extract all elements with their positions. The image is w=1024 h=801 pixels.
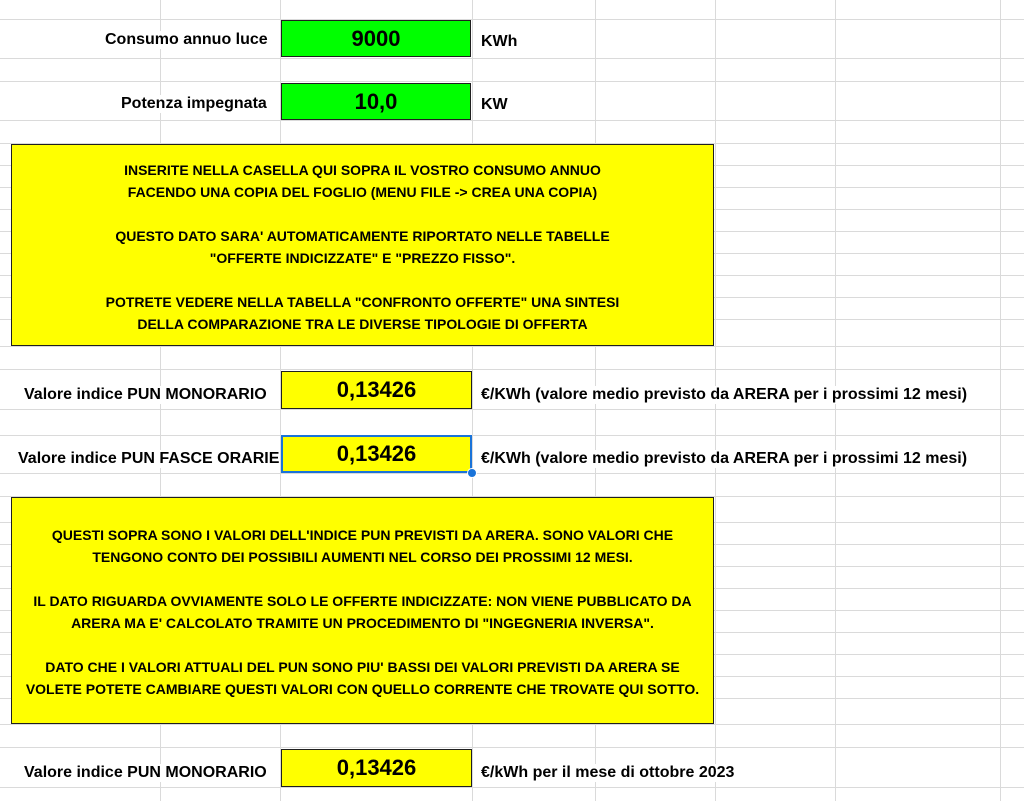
- note-line: QUESTO DATO SARA' AUTOMATICAMENTE RIPORTATO NELLE TABELLE: [115, 228, 610, 244]
- pun-fasce-value-cell[interactable]: 0,13426: [281, 435, 472, 473]
- note-line: TENGONO CONTO DEI POSSIBILI AUMENTI NEL CORSO DEI PROSSIMI 12 MESI.: [92, 549, 633, 565]
- pun-explanation-note: [11, 497, 714, 724]
- consumo-unit: KWh: [481, 33, 518, 50]
- note-line: ARERA MA E' CALCOLATO TRAMITE UN PROCEDIMENTO DI "INGEGNERIA INVERSA".: [71, 615, 654, 631]
- potenza-value-cell[interactable]: 10,0: [281, 83, 471, 120]
- pun-monorario-value-cell[interactable]: 0,13426: [281, 371, 472, 409]
- potenza-unit: KW: [481, 96, 508, 113]
- pun-corrente-value-cell[interactable]: 0,13426: [281, 749, 472, 787]
- note-line: QUESTI SOPRA SONO I VALORI DELL'INDICE PUN PREVISTI DA ARERA. SONO VALORI CHE: [51, 527, 674, 543]
- pun-fasce-unit: €/KWh (valore medio previsto da ARERA per i prossimi 12 mesi): [481, 450, 968, 467]
- consumo-value-cell[interactable]: 9000: [281, 20, 471, 57]
- fill-handle[interactable]: [467, 468, 477, 478]
- note-line: POTRETE VEDERE NELLA TABELLA "CONFRONTO OFFERTE" UNA SINTESI: [105, 294, 620, 310]
- note-line: VOLETE POTETE CAMBIARE QUESTI VALORI CON QUELLO CORRENTE CHE TROVATE QUI SOTTO.: [25, 681, 700, 697]
- consumo-label: Consumo annuo luce: [105, 31, 268, 48]
- pun-monorario-label: Valore indice PUN MONORARIO: [24, 386, 267, 403]
- pun-corrente-label: Valore indice PUN MONORARIO: [24, 764, 267, 781]
- pun-corrente-unit: €/kWh per il mese di ottobre 2023: [481, 764, 735, 781]
- pun-fasce-label: Valore indice PUN FASCE ORARIE: [18, 450, 280, 467]
- note-line: "OFFERTE INDICIZZATE" E "PREZZO FISSO".: [209, 250, 516, 266]
- instructions-note: [11, 144, 714, 346]
- note-line: DELLA COMPARAZIONE TRA LE DIVERSE TIPOLOGIE DI OFFERTA: [137, 316, 588, 332]
- note-line: INSERITE NELLA CASELLA QUI SOPRA IL VOSTRO CONSUMO ANNUO: [124, 162, 601, 178]
- note-line: DATO CHE I VALORI ATTUALI DEL PUN SONO PIU' BASSI DEI VALORI PREVISTI DA ARERA SE: [45, 659, 680, 675]
- potenza-label: Potenza impegnata: [121, 95, 267, 112]
- pun-monorario-unit: €/KWh (valore medio previsto da ARERA per i prossimi 12 mesi): [481, 386, 968, 403]
- note-line: IL DATO RIGUARDA OVVIAMENTE SOLO LE OFFERTE INDICIZZATE: NON VIENE PUBBLICATO DA: [33, 593, 692, 609]
- note-line: FACENDO UNA COPIA DEL FOGLIO (MENU FILE -> CREA UNA COPIA): [127, 184, 598, 200]
